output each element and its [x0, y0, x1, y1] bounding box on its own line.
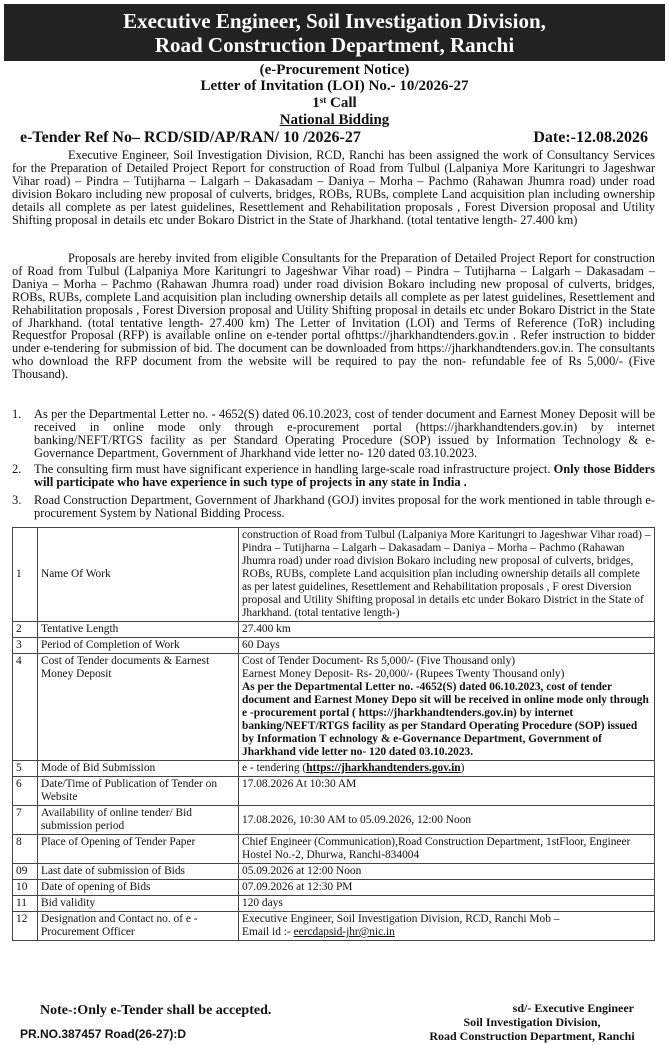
header-banner — [4, 4, 665, 61]
row-label: Availability of online tender/ Bid submission period — [38, 806, 239, 835]
row-label: Cost of Tender documents & Earnest Money Deposit — [38, 654, 239, 761]
tender-details-table — [12, 527, 655, 941]
list-number: 2. — [12, 462, 22, 476]
row-value — [239, 761, 655, 777]
bidding-type: National Bidding — [279, 112, 390, 128]
row-value: 27.400 km — [239, 622, 655, 638]
table-row — [13, 777, 655, 806]
row-value: 120 days — [239, 896, 655, 912]
list-item — [12, 494, 655, 520]
list-item — [12, 408, 655, 460]
office-title: Executive Engineer, Soil Investigation Division, — [123, 9, 546, 33]
row-number: 12 — [13, 912, 38, 941]
table-row — [13, 864, 655, 880]
row-label: Last date of submission of Bids — [38, 864, 239, 880]
signature-division: Soil Investigation Division, — [463, 1015, 601, 1029]
pr-number: PR.NO.387457 Road(26-27):D — [20, 1027, 187, 1041]
row-value: construction of Road from Tulbul (Lalpaniya More Karitungri to Jageshwar Vihar road) – Pindra – Tutijharna – Lalgarh – Dakasadam – Daniya – Morha – Pachmo (Rahawan Jhumra road) under road division Bokaro including new proposal of culverts, bridges, ROBs, RUBs, complete Land acquisition plan including ownership details all complete as per latest guidelines, Resettlement and Rehabilitation proposals , F orest Diversion proposal and Utility Shifting proposal in details etc under Bokaro District in the State of Jharkhand. (total tentative length-) — [239, 528, 655, 622]
officer-designation: Executive Engineer, Soil Investigation Division, RCD, Ranchi Mob – — [242, 913, 560, 925]
table-row — [13, 806, 655, 835]
row-number: 3 — [13, 638, 38, 654]
signature-block — [412, 1001, 652, 1043]
list-number: 3. — [12, 493, 22, 507]
row-value: 60 Days — [239, 638, 655, 654]
row-value: 17.08.2026, 10:30 AM to 05.09.2026, 12:00 Noon — [239, 806, 655, 835]
table-row — [13, 638, 655, 654]
row-value: 05.09.2026 at 12:00 Noon — [239, 864, 655, 880]
table-row — [13, 880, 655, 896]
list-item — [12, 463, 655, 489]
row-number: 10 — [13, 880, 38, 896]
row-number: 1 — [13, 528, 38, 622]
row-label: Period of Completion of Work — [38, 638, 239, 654]
emd-amount: Earnest Money Deposit- Rs- 20,000/- (Rupees Twenty Thousand only) — [242, 668, 565, 680]
tender-ref-row — [20, 129, 648, 147]
portal-link[interactable]: https://jharkhandtenders.gov.in — [306, 762, 461, 774]
invitation-paragraph — [12, 252, 655, 381]
department-title: Road Construction Department, Ranchi — [154, 33, 515, 57]
row-number: 7 — [13, 806, 38, 835]
row-number: 09 — [13, 864, 38, 880]
loi-number: Letter of Invitation (LOI) No.- 10/2026-27 — [200, 78, 469, 94]
list-text — [34, 463, 655, 489]
row-value — [239, 912, 655, 941]
paragraph-text: Proposals are hereby invited from eligible Consultants for the Preparation of Detailed Project Report for construction of Road from Tulbul (Lalpaniya More Karitungri to Jageshwar Vihar road) – Pindra – Tutijharna – Lalgarh – Dakasadam – Daniya – Morha – Pachmo (Rahawan Jhumra road) under road division Bokaro including new proposal of culverts, bridges, ROBs, RUBs, complete Land acquisition plan including ownership details all complete as per latest guidelines, Resettlement and Rehabilitation proposals , Forest Diversion proposal and Utility Shifting proposal in details etc under Bokaro District in the State of Jharkhand. (total tentative length- 27.400 km) The Letter of Invitation (LOI) and Terms of Reference (ToR) including Requestfor Proposal (RFP) is available online on e-tender portal ofhttps://jharkhandtenders.gov.in . Refer instruction to bidder under e-tendering for submission of bid. The document can be downloaded from https://jharkhandtenders.gov.in. The consultants who download the RFP document from the website will be required to pay the non- refundable fee of Rs 5,000/- (Five Thousand). — [12, 251, 655, 382]
row-value: Chief Engineer (Communication),Road Construction Department, 1stFloor, Engineer Hostel No.-2, Dhurwa, Ranchi-834004 — [239, 835, 655, 864]
table-row — [13, 835, 655, 864]
row-number: 4 — [13, 654, 38, 761]
paragraph-text: Executive Engineer, Soil Investigation Division, RCD, Ranchi has been assigned the work of Consultancy Services for the Preparation of Detailed Project Report for construction of Road from Tulbul (Lalpaniya More Karitungri to Jageshwar Vihar road) – Pindra – Tutijharna – Lalgarh – Dakasadam – Daniya – Morha – Pachmo (Rahawan Jhumra road) under road division Bokaro including new proposal of culverts, bridges, ROBs, RUBs, complete Land acquisition plan including ownership details all complete as per latest guidelines, Resettlement and Rehabilitation proposals , Forest Diversion proposal and Utility Shifting proposal in details etc under Bokaro District in the State of Jharkhand. (total tentative length- 27.400 km) — [12, 148, 655, 227]
table-row — [13, 761, 655, 777]
list-text-plain: The consulting firm must have significant experience in handling large-scale road infrastructure project. — [34, 462, 554, 476]
email-link[interactable]: eercdapsid-jhr@nic.in — [293, 926, 395, 938]
row-value — [239, 654, 655, 761]
row-label: Mode of Bid Submission — [38, 761, 239, 777]
notice-date: Date:-12.08.2026 — [533, 129, 648, 146]
call-suffix: st — [319, 95, 327, 105]
list-number: 1. — [12, 407, 22, 421]
row-label: Name Of Work — [38, 528, 239, 622]
list-text: As per the Departmental Letter no. - 4652(S) dated 06.10.2023, cost of tender document and Earnest Money Deposit will be received in online mode only through e-procurement portal (https://jharkhandtenders.gov.in) by internet banking/NEFT/RTGS facility as per Standard Operating Procedure (SOP) issued by Information Technology & e-Governance Department, Government of Jharkhand vide letter no- 120 dated 03.10.2023. — [34, 407, 655, 460]
list-text-bold: Only those Bidders will participate who have experience in such type of projects in any state in India . — [34, 462, 655, 489]
tender-cost: Cost of Tender Document- Rs 5,000/- (Five Thousand only) — [242, 655, 516, 667]
list-text: Road Construction Department, Government of Jharkhand (GOJ) invites proposal for the work mentioned in table through e-procurement System by National Bidding Process. — [34, 493, 655, 520]
row-label: Date/Time of Publication of Tender on Website — [38, 777, 239, 806]
row-number: 8 — [13, 835, 38, 864]
table-row — [13, 528, 655, 622]
email-prefix: Email id :- — [242, 926, 294, 938]
call-label — [0, 96, 669, 111]
signature-line: sd/- Executive Engineer — [512, 1001, 634, 1015]
row-value: 07.09.2026 at 12:30 PM — [239, 880, 655, 896]
row-value: 17.08.2026 At 10:30 AM — [239, 777, 655, 806]
row-label: Bid validity — [38, 896, 239, 912]
value-prefix: e - tendering ( — [242, 762, 307, 774]
table-row — [13, 912, 655, 941]
call-word: Call — [330, 95, 357, 111]
signature-department: Road Construction Department, Ranchi — [429, 1029, 635, 1043]
value-suffix: ) — [460, 762, 465, 774]
row-number: 11 — [13, 896, 38, 912]
payment-instruction: As per the Departmental Letter no. -4652(S) dated 06.10.2023, cost of tender document and Earnest Money Depo sit will be received in online mode only through e -procurement portal ( https://jharkhandtenders.gov.in) by internet banking/NEFT/RTGS facility as per Standard Operating Procedure (SOP) issued by Information T echnology & e-Governance Department, Government of Jharkhand vide letter no- 120 dated 03.10.2023. — [242, 681, 649, 758]
row-number: 5 — [13, 761, 38, 777]
intro-paragraph — [12, 149, 655, 226]
row-label: Tentative Length — [38, 622, 239, 638]
notice-type: (e-Procurement Notice) — [259, 62, 410, 78]
table-row — [13, 896, 655, 912]
row-number: 6 — [13, 777, 38, 806]
tender-note: Note-:Only e-Tender shall be accepted. — [40, 1003, 272, 1018]
officer-email-line — [242, 926, 651, 939]
table-row — [13, 654, 655, 761]
call-number: 1 — [312, 95, 320, 111]
row-label: Date of opening of Bids — [38, 880, 239, 896]
table-row — [13, 622, 655, 638]
tender-ref: e-Tender Ref No– RCD/SID/AP/RAN/ 10 /2026-27 — [20, 129, 361, 146]
row-label: Place of Opening of Tender Paper — [38, 835, 239, 864]
row-number: 2 — [13, 622, 38, 638]
row-label: Designation and Contact no. of e - Procurement Officer — [38, 912, 239, 941]
